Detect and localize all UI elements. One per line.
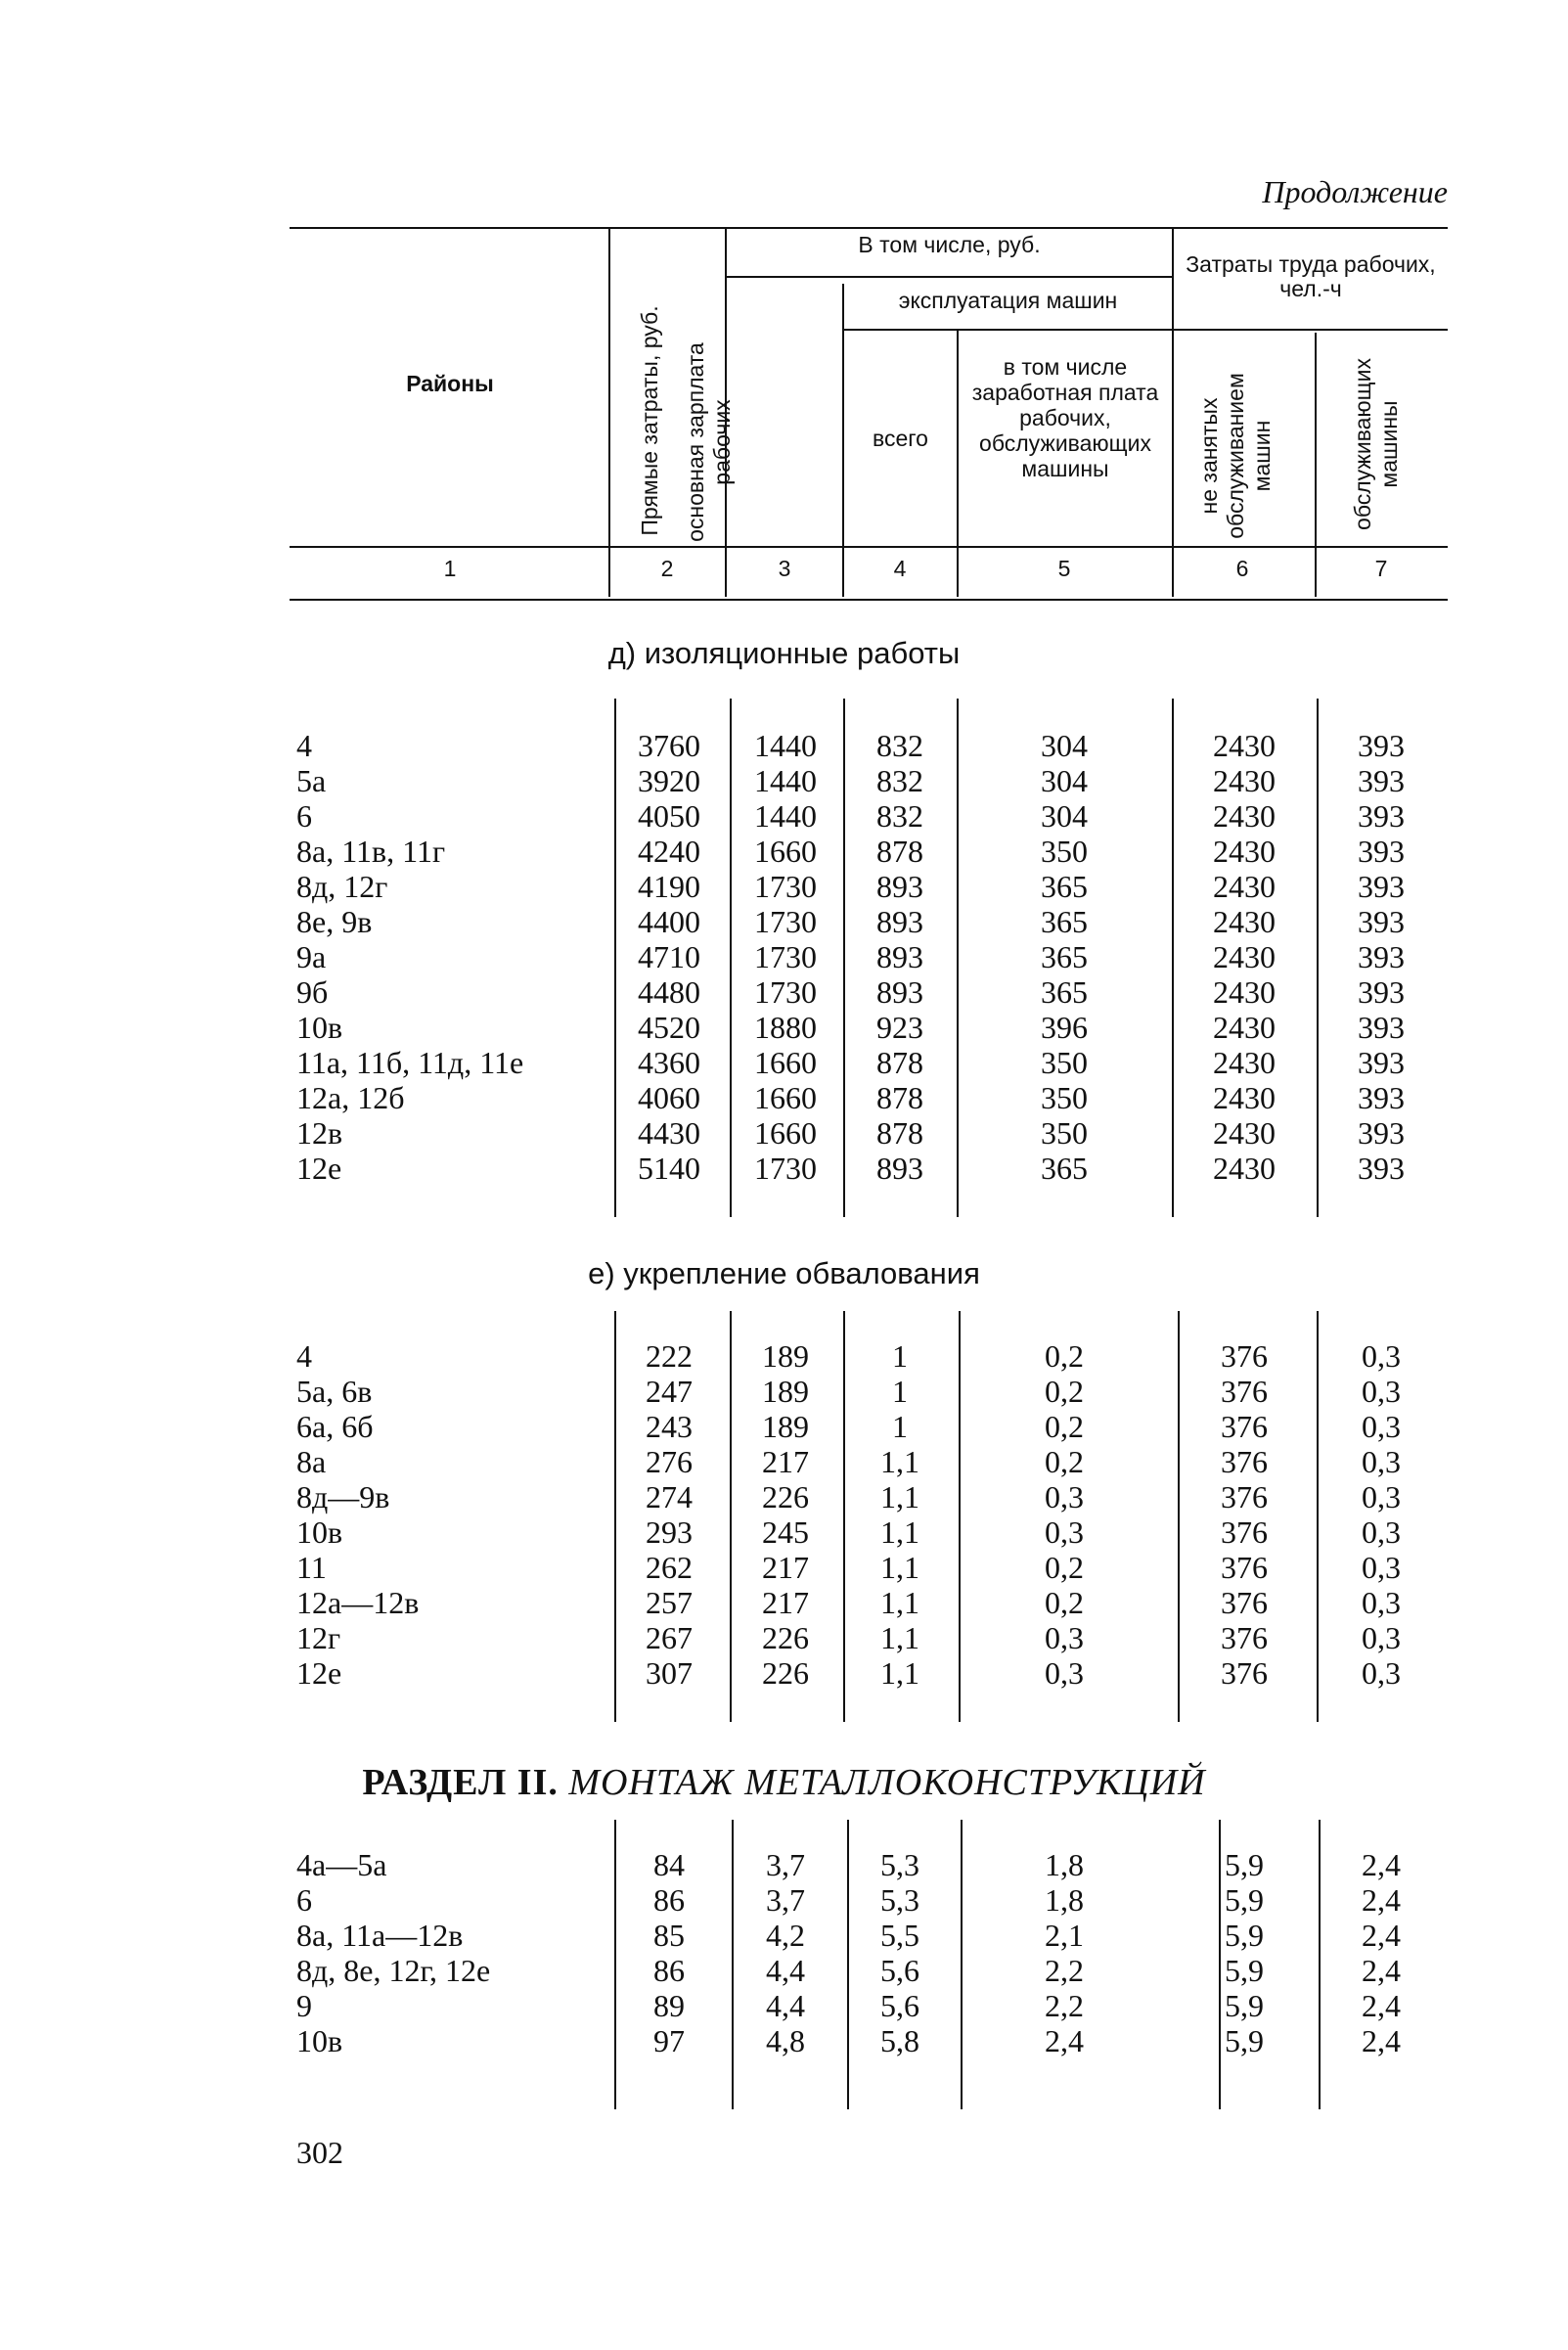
cell-direct-costs: 293: [646, 1514, 693, 1550]
header-direct-costs: Прямые затраты, руб.: [637, 305, 662, 536]
cell-machine-wage: 365: [1041, 869, 1088, 904]
cell-machine-wage: 304: [1041, 798, 1088, 834]
table-row: [0, 798, 1568, 834]
cell-machine-total: 5,6: [880, 1953, 919, 1988]
table-row: [0, 1953, 1568, 1988]
table-row: [0, 763, 1568, 798]
cell-machine-total: 832: [876, 763, 923, 798]
cell-basic-wage: 1660: [754, 1115, 817, 1151]
cell-basic-wage: 217: [762, 1550, 809, 1585]
cell-labor-not-machine: 376: [1221, 1550, 1268, 1585]
cell-region: 6а, 6б: [296, 1409, 374, 1444]
cell-machine-total: 878: [876, 1115, 923, 1151]
cell-region: 10в: [296, 2023, 343, 2058]
cell-region: 9б: [296, 974, 329, 1010]
cell-machine-total: 1,1: [880, 1479, 919, 1514]
cell-machine-total: 1,1: [880, 1444, 919, 1479]
column-number-4: 4: [893, 556, 907, 581]
cell-basic-wage: 1730: [754, 904, 817, 939]
header-not-machine: не занятых обслуживанием машин: [1196, 373, 1275, 539]
cell-labor-not-machine: 5,9: [1225, 1988, 1264, 2023]
cell-direct-costs: 307: [646, 1655, 693, 1691]
cell-machine-wage: 0,2: [1045, 1338, 1084, 1374]
cell-labor-not-machine: 5,9: [1225, 1847, 1264, 1882]
cell-basic-wage: 226: [762, 1620, 809, 1655]
table-row: [0, 2023, 1568, 2058]
table-row: [0, 939, 1568, 974]
cell-machine-wage: 350: [1041, 1080, 1088, 1115]
cell-labor-machine: 393: [1358, 904, 1405, 939]
cell-direct-costs: 89: [653, 1988, 685, 2023]
table-row: [0, 1080, 1568, 1115]
cell-labor-not-machine: 2430: [1213, 1115, 1276, 1151]
table-row: [0, 1585, 1568, 1620]
table-row: [0, 1338, 1568, 1374]
cell-region: 8а, 11а—12в: [296, 1918, 464, 1953]
cell-machine-total: 878: [876, 1045, 923, 1080]
column-number-5: 5: [1057, 556, 1071, 581]
cell-region: 6: [296, 798, 312, 834]
table-row: [0, 1620, 1568, 1655]
cell-region: 12е: [296, 1655, 342, 1691]
cell-region: 11: [296, 1550, 327, 1585]
cell-region: 12а—12в: [296, 1585, 420, 1620]
table-row: [0, 728, 1568, 763]
cell-labor-machine: 2,4: [1362, 1953, 1401, 1988]
cell-machine-total: 5,6: [880, 1988, 919, 2023]
cell-region: 9а: [296, 939, 327, 974]
cell-machine-wage: 365: [1041, 974, 1088, 1010]
cell-machine-wage: 2,1: [1045, 1918, 1084, 1953]
header-basic-wage: основная зарплата рабочих: [683, 342, 735, 542]
header-machine-operation: эксплуатация машин: [898, 288, 1118, 313]
table-row: [0, 1479, 1568, 1514]
table-row: [0, 1550, 1568, 1585]
table-row: [0, 1444, 1568, 1479]
column-number-2: 2: [660, 556, 674, 581]
table-row: [0, 1045, 1568, 1080]
cell-machine-wage: 365: [1041, 939, 1088, 974]
cell-labor-machine: 2,4: [1362, 1882, 1401, 1918]
cell-labor-not-machine: 376: [1221, 1620, 1268, 1655]
cell-basic-wage: 1660: [754, 1045, 817, 1080]
cell-direct-costs: 97: [653, 2023, 685, 2058]
cell-direct-costs: 247: [646, 1374, 693, 1409]
cell-labor-not-machine: 2430: [1213, 1010, 1276, 1045]
section-title-metal-bold: РАЗДЕЛ II.: [362, 1762, 559, 1803]
cell-direct-costs: 4710: [638, 939, 700, 974]
cell-labor-not-machine: 376: [1221, 1655, 1268, 1691]
cell-direct-costs: 267: [646, 1620, 693, 1655]
cell-machine-total: 832: [876, 798, 923, 834]
cell-machine-total: 893: [876, 1151, 923, 1186]
cell-basic-wage: 1440: [754, 763, 817, 798]
table-row: [0, 1115, 1568, 1151]
continued-label: Продолжение: [1262, 174, 1448, 209]
cell-machine-wage: 0,2: [1045, 1550, 1084, 1585]
cell-direct-costs: 4480: [638, 974, 700, 1010]
cell-basic-wage: 4,2: [766, 1918, 805, 1953]
cell-labor-machine: 393: [1358, 1151, 1405, 1186]
cell-machine-total: 923: [876, 1010, 923, 1045]
cell-basic-wage: 1730: [754, 939, 817, 974]
cell-labor-machine: 0,3: [1362, 1655, 1401, 1691]
cell-basic-wage: 217: [762, 1444, 809, 1479]
cell-labor-machine: 393: [1358, 1045, 1405, 1080]
cell-machine-wage: 304: [1041, 763, 1088, 798]
cell-direct-costs: 4050: [638, 798, 700, 834]
section-title-embankment: е) укрепление обвалования: [588, 1256, 980, 1290]
cell-machine-total: 1: [892, 1338, 908, 1374]
cell-basic-wage: 189: [762, 1338, 809, 1374]
cell-machine-total: 5,3: [880, 1882, 919, 1918]
cell-direct-costs: 5140: [638, 1151, 700, 1186]
cell-labor-not-machine: 2430: [1213, 1151, 1276, 1186]
cell-direct-costs: 85: [653, 1918, 685, 1953]
cell-region: 8д, 12г: [296, 869, 388, 904]
cell-machine-total: 893: [876, 904, 923, 939]
cell-machine-total: 5,8: [880, 2023, 919, 2058]
cell-labor-not-machine: 2430: [1213, 728, 1276, 763]
cell-machine-wage: 365: [1041, 904, 1088, 939]
cell-machine-wage: 0,3: [1045, 1620, 1084, 1655]
cell-machine-wage: 1,8: [1045, 1847, 1084, 1882]
cell-machine-total: 1,1: [880, 1620, 919, 1655]
cell-labor-machine: 0,3: [1362, 1444, 1401, 1479]
cell-machine-wage: 365: [1041, 1151, 1088, 1186]
cell-labor-not-machine: 376: [1221, 1444, 1268, 1479]
cell-labor-not-machine: 5,9: [1225, 1918, 1264, 1953]
cell-basic-wage: 226: [762, 1479, 809, 1514]
cell-labor-not-machine: 376: [1221, 1514, 1268, 1550]
cell-direct-costs: 3760: [638, 728, 700, 763]
cell-labor-machine: 0,3: [1362, 1620, 1401, 1655]
cell-direct-costs: 4190: [638, 869, 700, 904]
cell-direct-costs: 4060: [638, 1080, 700, 1115]
cell-machine-wage: 2,2: [1045, 1988, 1084, 2023]
cell-region: 12е: [296, 1151, 342, 1186]
header-total: всего: [873, 426, 928, 451]
cell-basic-wage: 217: [762, 1585, 809, 1620]
cell-machine-wage: 396: [1041, 1010, 1088, 1045]
table-row: [0, 1918, 1568, 1953]
cell-direct-costs: 86: [653, 1882, 685, 1918]
cell-machine-total: 5,3: [880, 1847, 919, 1882]
cell-labor-not-machine: 376: [1221, 1479, 1268, 1514]
cell-machine-total: 893: [876, 939, 923, 974]
cell-direct-costs: 274: [646, 1479, 693, 1514]
cell-labor-not-machine: 376: [1221, 1585, 1268, 1620]
cell-basic-wage: 1730: [754, 1151, 817, 1186]
cell-labor-not-machine: 2430: [1213, 834, 1276, 869]
cell-machine-wage: 0,2: [1045, 1444, 1084, 1479]
cell-labor-machine: 393: [1358, 974, 1405, 1010]
cell-machine-wage: 0,3: [1045, 1655, 1084, 1691]
cell-region: 12в: [296, 1115, 343, 1151]
cell-labor-not-machine: 2430: [1213, 763, 1276, 798]
cell-direct-costs: 4240: [638, 834, 700, 869]
cell-machine-wage: 2,2: [1045, 1953, 1084, 1988]
cell-labor-machine: 2,4: [1362, 2023, 1401, 2058]
table-row: [0, 904, 1568, 939]
cell-machine-total: 1,1: [880, 1655, 919, 1691]
cell-direct-costs: 86: [653, 1953, 685, 1988]
cell-machine-total: 878: [876, 834, 923, 869]
table-row: [0, 1847, 1568, 1882]
table-row: [0, 1988, 1568, 2023]
cell-labor-not-machine: 376: [1221, 1374, 1268, 1409]
column-number-7: 7: [1374, 556, 1388, 581]
cell-machine-wage: 0,2: [1045, 1374, 1084, 1409]
cell-labor-machine: 393: [1358, 1010, 1405, 1045]
cell-labor-machine: 0,3: [1362, 1585, 1401, 1620]
column-number-6: 6: [1235, 556, 1249, 581]
cell-labor-not-machine: 2430: [1213, 974, 1276, 1010]
cell-basic-wage: 1730: [754, 869, 817, 904]
cell-region: 8д—9в: [296, 1479, 390, 1514]
cell-region: 8а: [296, 1444, 327, 1479]
header-labor-costs: Затраты труда рабочих, чел.-ч: [1186, 251, 1436, 301]
cell-region: 11а, 11б, 11д, 11е: [296, 1045, 524, 1080]
cell-machine-wage: 350: [1041, 1115, 1088, 1151]
table-row: [0, 974, 1568, 1010]
cell-labor-not-machine: 5,9: [1225, 1953, 1264, 1988]
cell-machine-wage: 350: [1041, 834, 1088, 869]
cell-machine-total: 1,1: [880, 1550, 919, 1585]
column-number-3: 3: [778, 556, 791, 581]
cell-basic-wage: 4,8: [766, 2023, 805, 2058]
cell-labor-machine: 393: [1358, 763, 1405, 798]
cell-direct-costs: 243: [646, 1409, 693, 1444]
cell-labor-not-machine: 2430: [1213, 904, 1276, 939]
cell-labor-machine: 393: [1358, 798, 1405, 834]
cell-direct-costs: 262: [646, 1550, 693, 1585]
cell-direct-costs: 222: [646, 1338, 693, 1374]
cell-machine-wage: 0,2: [1045, 1409, 1084, 1444]
cell-basic-wage: 1730: [754, 974, 817, 1010]
table-row: [0, 834, 1568, 869]
section-title-insulation: д) изоляционные работы: [607, 636, 961, 670]
column-number-1: 1: [443, 556, 457, 581]
cell-basic-wage: 4,4: [766, 1953, 805, 1988]
cell-machine-total: 878: [876, 1080, 923, 1115]
cell-basic-wage: 4,4: [766, 1988, 805, 2023]
cell-labor-machine: 2,4: [1362, 1988, 1401, 2023]
cell-region: 4: [296, 1338, 312, 1374]
cell-region: 8а, 11в, 11г: [296, 834, 446, 869]
cell-basic-wage: 189: [762, 1374, 809, 1409]
cell-region: 5а: [296, 763, 327, 798]
cell-labor-machine: 0,3: [1362, 1374, 1401, 1409]
header-regions: Районы: [406, 371, 494, 396]
section-title-metal: [0, 1761, 1568, 1804]
cell-region: 5а, 6в: [296, 1374, 373, 1409]
cell-direct-costs: 4430: [638, 1115, 700, 1151]
cell-direct-costs: 257: [646, 1585, 693, 1620]
cell-basic-wage: 1660: [754, 1080, 817, 1115]
cell-basic-wage: 1880: [754, 1010, 817, 1045]
cell-direct-costs: 276: [646, 1444, 693, 1479]
cell-machine-wage: 1,8: [1045, 1882, 1084, 1918]
cell-direct-costs: 4520: [638, 1010, 700, 1045]
cell-labor-machine: 393: [1358, 834, 1405, 869]
cell-region: 8д, 8е, 12г, 12е: [296, 1953, 491, 1988]
cell-labor-machine: 393: [1358, 1115, 1405, 1151]
cell-region: 10в: [296, 1010, 343, 1045]
cell-basic-wage: 189: [762, 1409, 809, 1444]
cell-region: 10в: [296, 1514, 343, 1550]
cell-machine-total: 893: [876, 974, 923, 1010]
cell-machine-total: 893: [876, 869, 923, 904]
cell-labor-machine: 2,4: [1362, 1847, 1401, 1882]
cell-labor-machine: 0,3: [1362, 1409, 1401, 1444]
page-number: 302: [296, 2135, 343, 2170]
header-machine-serv: обслуживающих машины: [1350, 358, 1402, 530]
table-row: [0, 1374, 1568, 1409]
table-row: [0, 1151, 1568, 1186]
cell-region: 8е, 9в: [296, 904, 373, 939]
cell-basic-wage: 1440: [754, 798, 817, 834]
cell-labor-machine: 393: [1358, 869, 1405, 904]
cell-machine-wage: 350: [1041, 1045, 1088, 1080]
cell-labor-machine: 2,4: [1362, 1918, 1401, 1953]
cell-labor-not-machine: 2430: [1213, 1045, 1276, 1080]
cell-labor-not-machine: 2430: [1213, 798, 1276, 834]
cell-labor-not-machine: 2430: [1213, 1080, 1276, 1115]
cell-direct-costs: 84: [653, 1847, 685, 1882]
cell-machine-wage: 0,3: [1045, 1479, 1084, 1514]
cell-machine-wage: 304: [1041, 728, 1088, 763]
cell-machine-total: 5,5: [880, 1918, 919, 1953]
cell-basic-wage: 1660: [754, 834, 817, 869]
cell-direct-costs: 4360: [638, 1045, 700, 1080]
cell-basic-wage: 3,7: [766, 1847, 805, 1882]
cell-machine-wage: 0,2: [1045, 1585, 1084, 1620]
cell-labor-machine: 393: [1358, 1080, 1405, 1115]
cell-labor-machine: 0,3: [1362, 1550, 1401, 1585]
table-row: [0, 1409, 1568, 1444]
cell-region: 4а—5а: [296, 1847, 387, 1882]
cell-labor-not-machine: 376: [1221, 1338, 1268, 1374]
cell-machine-total: 1,1: [880, 1514, 919, 1550]
header-including-wage: в том числе заработная плата рабочих, обслуживающих машины: [971, 354, 1159, 481]
cell-labor-machine: 0,3: [1362, 1514, 1401, 1550]
cell-labor-not-machine: 376: [1221, 1409, 1268, 1444]
cell-machine-total: 832: [876, 728, 923, 763]
cell-basic-wage: 1440: [754, 728, 817, 763]
cell-machine-total: 1: [892, 1409, 908, 1444]
table-row: [0, 1514, 1568, 1550]
cell-direct-costs: 4400: [638, 904, 700, 939]
cell-labor-not-machine: 2430: [1213, 939, 1276, 974]
cell-machine-wage: 2,4: [1045, 2023, 1084, 2058]
table-row: [0, 1882, 1568, 1918]
cell-basic-wage: 3,7: [766, 1882, 805, 1918]
cell-machine-total: 1,1: [880, 1585, 919, 1620]
table-row: [0, 869, 1568, 904]
cell-region: 12а, 12б: [296, 1080, 405, 1115]
cell-labor-not-machine: 5,9: [1225, 1882, 1264, 1918]
table-row: [0, 1655, 1568, 1691]
section-title-metal-italic: МОНТАЖ МЕТАЛЛОКОНСТРУКЦИЙ: [568, 1762, 1206, 1803]
cell-region: 12г: [296, 1620, 341, 1655]
cell-region: 6: [296, 1882, 312, 1918]
table-row: [0, 1010, 1568, 1045]
cell-direct-costs: 3920: [638, 763, 700, 798]
cell-labor-machine: 0,3: [1362, 1479, 1401, 1514]
cell-labor-machine: 393: [1358, 939, 1405, 974]
cell-basic-wage: 245: [762, 1514, 809, 1550]
cell-labor-machine: 393: [1358, 728, 1405, 763]
cell-machine-total: 1: [892, 1374, 908, 1409]
cell-region: 9: [296, 1988, 312, 2023]
header-including-rub: В том числе, руб.: [858, 232, 1041, 257]
cell-basic-wage: 226: [762, 1655, 809, 1691]
cell-labor-not-machine: 5,9: [1225, 2023, 1264, 2058]
cell-machine-wage: 0,3: [1045, 1514, 1084, 1550]
cell-labor-not-machine: 2430: [1213, 869, 1276, 904]
cell-labor-machine: 0,3: [1362, 1338, 1401, 1374]
cell-region: 4: [296, 728, 312, 763]
